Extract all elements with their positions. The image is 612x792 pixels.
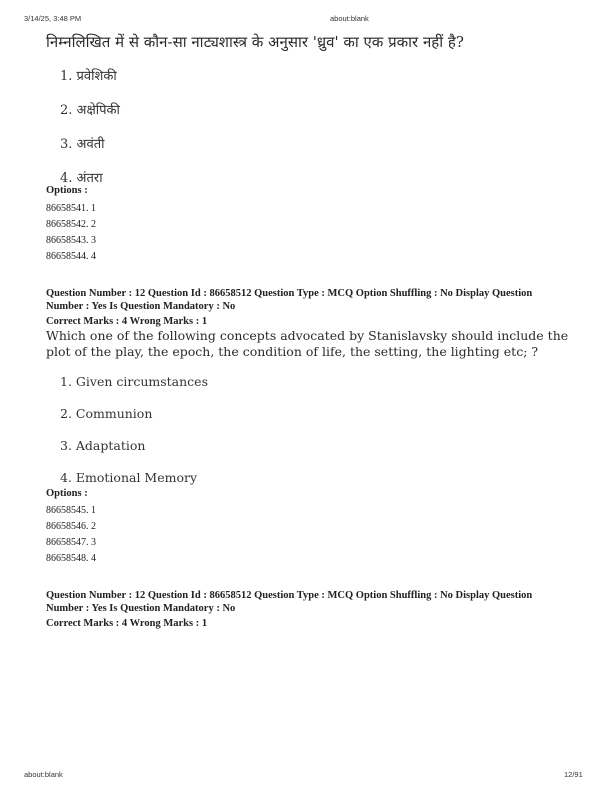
question-1-text: निम्नलिखित में से कौन-सा नाट्यशास्त्र के अनुसार 'ध्रुव' का एक प्रकार नहीं है? xyxy=(46,33,464,51)
q3-marks: Correct Marks : 4 Wrong Marks : 1 xyxy=(46,618,208,629)
q1-option-id-3: 86658543. 3 xyxy=(46,235,96,246)
q1-option-1: 1. प्रवेशिकी xyxy=(60,69,117,84)
q2-option-1: 1. Given circumstances xyxy=(60,374,208,389)
q2-option-id-1: 86658545. 1 xyxy=(46,505,96,516)
q1-option-id-1: 86658541. 1 xyxy=(46,203,96,214)
q1-option-4: 4. अंतरा xyxy=(60,171,103,186)
q1-option-2: 2. अक्षेपिकी xyxy=(60,103,120,118)
q2-option-4: 4. Emotional Memory xyxy=(60,470,198,485)
q2-option-3: 3. Adaptation xyxy=(60,438,146,453)
q2-option-id-3: 86658547. 3 xyxy=(46,537,96,548)
q2-meta-line2: Number : Yes Is Question Mandatory : No xyxy=(46,301,236,312)
q3-meta-line2: Number : Yes Is Question Mandatory : No xyxy=(46,603,236,614)
header-title: about:blank xyxy=(330,14,369,23)
q2-option-id-4: 86658548. 4 xyxy=(46,553,96,564)
q1-option-id-4: 86658544. 4 xyxy=(46,251,96,262)
footer-page-number: 12/91 xyxy=(564,770,583,779)
q2-option-id-2: 86658546. 2 xyxy=(46,521,96,532)
q1-options-label: Options : xyxy=(46,185,88,196)
q2-meta-line1: Question Number : 12 Question Id : 86658512 Question Type : MCQ Option Shuffling : No Display Question xyxy=(46,288,533,299)
q2-option-2: 2. Communion xyxy=(60,406,153,421)
q1-option-3: 3. अवंती xyxy=(60,137,105,152)
q3-meta-line1: Question Number : 12 Question Id : 86658512 Question Type : MCQ Option Shuffling : No Display Question xyxy=(46,590,533,601)
footer-url: about:blank xyxy=(24,770,63,779)
question-2-text: Which one of the following concepts advocated by Stanislavsky should include the plot of the play, the epoch, the condition of life, the setting, the lighting etc; ? xyxy=(46,328,569,359)
header-datetime: 3/14/25, 3:48 PM xyxy=(24,14,82,23)
q1-option-id-2: 86658542. 2 xyxy=(46,219,96,230)
q2-options-label: Options : xyxy=(46,488,88,499)
q2-marks: Correct Marks : 4 Wrong Marks : 1 xyxy=(46,316,208,327)
